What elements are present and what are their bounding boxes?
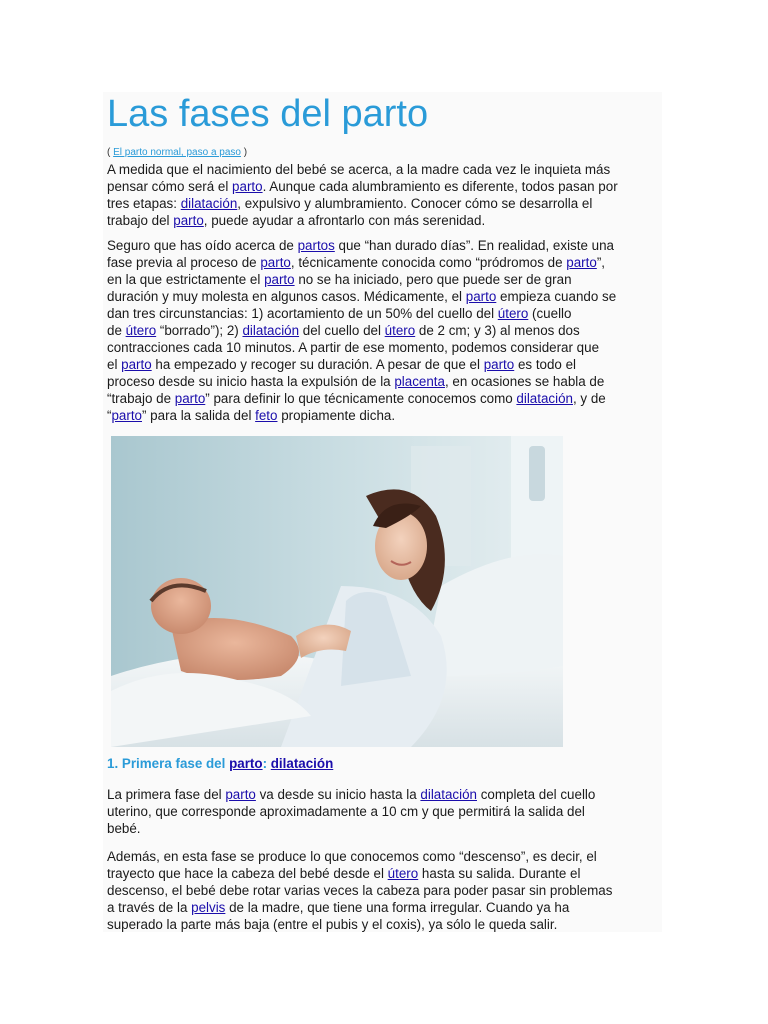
text-line bbox=[107, 356, 659, 373]
document-page bbox=[103, 92, 662, 932]
text-line bbox=[107, 322, 659, 339]
text-segment: , expulsivo y alumbramiento. Conocer cómo se desarrolla el bbox=[237, 196, 593, 211]
inline-link-parto[interactable]: parto bbox=[174, 391, 206, 406]
text-segment: a través de la bbox=[107, 900, 192, 915]
text-segment: descenso, el bebé debe rotar varias veces la cabeza para poder pasar sin problemas bbox=[107, 883, 613, 898]
text-line bbox=[107, 212, 659, 229]
text-segment: el bbox=[107, 357, 122, 372]
inline-link-utero[interactable]: útero bbox=[387, 866, 419, 881]
text-segment: , en ocasiones se habla de bbox=[444, 374, 605, 389]
text-line bbox=[107, 865, 659, 882]
text-segment: de bbox=[107, 323, 126, 338]
inline-link-parto[interactable]: parto bbox=[264, 272, 295, 287]
section-heading-dilatacion-link[interactable]: dilatación bbox=[270, 756, 334, 771]
text-segment: empieza cuando se bbox=[496, 289, 617, 304]
section-heading-primera-fase bbox=[107, 756, 333, 771]
text-line bbox=[107, 786, 659, 803]
page-title: Las fases del parto bbox=[107, 93, 429, 135]
text-line bbox=[107, 882, 659, 899]
mother-baby-photo bbox=[111, 436, 563, 747]
text-line bbox=[107, 305, 659, 322]
text-line bbox=[107, 339, 659, 356]
text-segment: ” para la salida del bbox=[142, 408, 256, 423]
text-segment: superado la parte más baja (entre el pubis y el coxis), ya sólo le queda salir. bbox=[107, 917, 558, 932]
text-line bbox=[107, 271, 659, 288]
text-line bbox=[107, 195, 659, 212]
text-segment: trayecto que hace la cabeza del bebé desde el bbox=[107, 866, 388, 881]
text-line bbox=[107, 178, 659, 195]
text-segment: fase previa al proceso de bbox=[107, 255, 261, 270]
text-line bbox=[107, 373, 659, 390]
text-segment: hasta su salida. Durante el bbox=[418, 866, 581, 881]
paragraph-descenso bbox=[107, 848, 659, 933]
text-segment: de la madre, que tiene una forma irregular. Cuando ya ha bbox=[225, 900, 570, 915]
text-segment: . Aunque cada alumbramiento es diferente, todos pasan por bbox=[262, 179, 618, 194]
inline-link-parto[interactable]: parto bbox=[260, 255, 291, 270]
breadcrumb-link[interactable]: El parto normal, paso a paso bbox=[113, 147, 241, 158]
text-segment: del cuello del bbox=[299, 323, 385, 338]
text-segment: A medida que el nacimiento del bebé se acerca, a la madre cada vez le inquieta más bbox=[107, 162, 611, 177]
text-segment: ” para definir lo que técnicamente conocemos como bbox=[205, 391, 517, 406]
text-segment: en la que estrictamente el bbox=[107, 272, 265, 287]
paragraph-prodromos bbox=[107, 237, 659, 424]
text-segment: completa del cuello bbox=[476, 787, 596, 802]
text-segment: tres etapas: bbox=[107, 196, 181, 211]
text-line bbox=[107, 848, 659, 865]
text-segment: pensar cómo será el bbox=[107, 179, 233, 194]
text-line bbox=[107, 407, 659, 424]
text-segment: trabajo del bbox=[107, 213, 174, 228]
text-segment: , y de bbox=[572, 391, 606, 406]
inline-link-parto[interactable]: parto bbox=[465, 289, 497, 304]
inline-link-dilatacion[interactable]: dilatación bbox=[420, 787, 477, 802]
inline-link-parto[interactable]: parto bbox=[111, 408, 142, 423]
text-line bbox=[107, 254, 659, 271]
text-line bbox=[107, 803, 659, 820]
text-segment: bebé. bbox=[107, 821, 141, 836]
text-segment: proceso desde su inicio hasta la expulsión de la bbox=[107, 374, 395, 389]
text-line bbox=[107, 390, 659, 407]
inline-link-dilatacion[interactable]: dilatación bbox=[180, 196, 238, 211]
breadcrumb-close: ) bbox=[243, 147, 248, 158]
text-line bbox=[107, 820, 659, 837]
text-segment: va desde su inicio hasta la bbox=[255, 787, 421, 802]
text-segment: La primera fase del bbox=[107, 787, 226, 802]
inline-link-utero[interactable]: útero bbox=[497, 306, 529, 321]
text-segment: no se ha iniciado, pero que puede ser de gran bbox=[294, 272, 572, 287]
text-segment: uterino, que corresponde aproximadamente a 10 cm y que permitirá la salida del bbox=[107, 804, 585, 819]
text-segment: “borrado”); 2) bbox=[156, 323, 243, 338]
section-heading-separator: : bbox=[262, 756, 271, 771]
text-line bbox=[107, 237, 659, 254]
breadcrumb bbox=[107, 147, 247, 158]
text-segment: que “han durado días”. En realidad, existe una bbox=[334, 238, 614, 253]
inline-link-parto[interactable]: parto bbox=[232, 179, 263, 194]
inline-link-feto[interactable]: feto bbox=[255, 408, 278, 423]
text-segment: Seguro que has oído acerca de bbox=[107, 238, 298, 253]
text-line bbox=[107, 288, 659, 305]
inline-link-placenta[interactable]: placenta bbox=[394, 374, 445, 389]
inline-link-parto[interactable]: parto bbox=[225, 787, 256, 802]
text-segment: de 2 cm; y 3) al menos dos bbox=[415, 323, 580, 338]
text-segment: dan tres circunstancias: 1) acortamiento de un 50% del cuello del bbox=[107, 306, 498, 321]
text-segment: , puede ayudar a afrontarlo con más serenidad. bbox=[203, 213, 486, 228]
text-segment: es todo el bbox=[514, 357, 577, 372]
section-heading-prefix: 1. Primera fase del bbox=[107, 756, 230, 771]
inline-link-parto[interactable]: parto bbox=[566, 255, 597, 270]
inline-link-dilatacion[interactable]: dilatación bbox=[242, 323, 300, 338]
inline-link-pelvis[interactable]: pelvis bbox=[191, 900, 226, 915]
inline-link-parto[interactable]: parto bbox=[121, 357, 152, 372]
inline-link-parto[interactable]: parto bbox=[483, 357, 515, 372]
text-segment: , técnicamente conocida como “pródromos de bbox=[290, 255, 567, 270]
paragraph-primera-fase bbox=[107, 786, 659, 837]
inline-link-partos[interactable]: partos bbox=[297, 238, 335, 253]
text-segment: ”, bbox=[596, 255, 605, 270]
text-line bbox=[107, 161, 659, 178]
inline-link-dilatacion[interactable]: dilatación bbox=[516, 391, 573, 406]
text-segment: “trabajo de bbox=[107, 391, 175, 406]
section-heading-parto-link[interactable]: parto bbox=[229, 756, 263, 771]
text-line bbox=[107, 916, 659, 933]
text-segment: (cuello bbox=[528, 306, 572, 321]
text-segment: contracciones cada 10 minutos. A partir de ese momento, podemos considerar que bbox=[107, 340, 600, 355]
text-line bbox=[107, 899, 659, 916]
inline-link-utero[interactable]: útero bbox=[125, 323, 157, 338]
inline-link-utero[interactable]: útero bbox=[384, 323, 416, 338]
text-segment: Además, en esta fase se produce lo que conocemos como “descenso”, es decir, el bbox=[107, 849, 597, 864]
text-segment: duración y muy molesta en algunos casos. Médicamente, el bbox=[107, 289, 466, 304]
breadcrumb-open: ( bbox=[107, 147, 111, 158]
text-segment: propiamente dicha. bbox=[277, 408, 396, 423]
text-segment: ha empezado y recoger su duración. A pesar de que el bbox=[151, 357, 484, 372]
inline-link-parto[interactable]: parto bbox=[173, 213, 204, 228]
paragraph-intro bbox=[107, 161, 659, 229]
text-segment: “ bbox=[107, 408, 112, 423]
